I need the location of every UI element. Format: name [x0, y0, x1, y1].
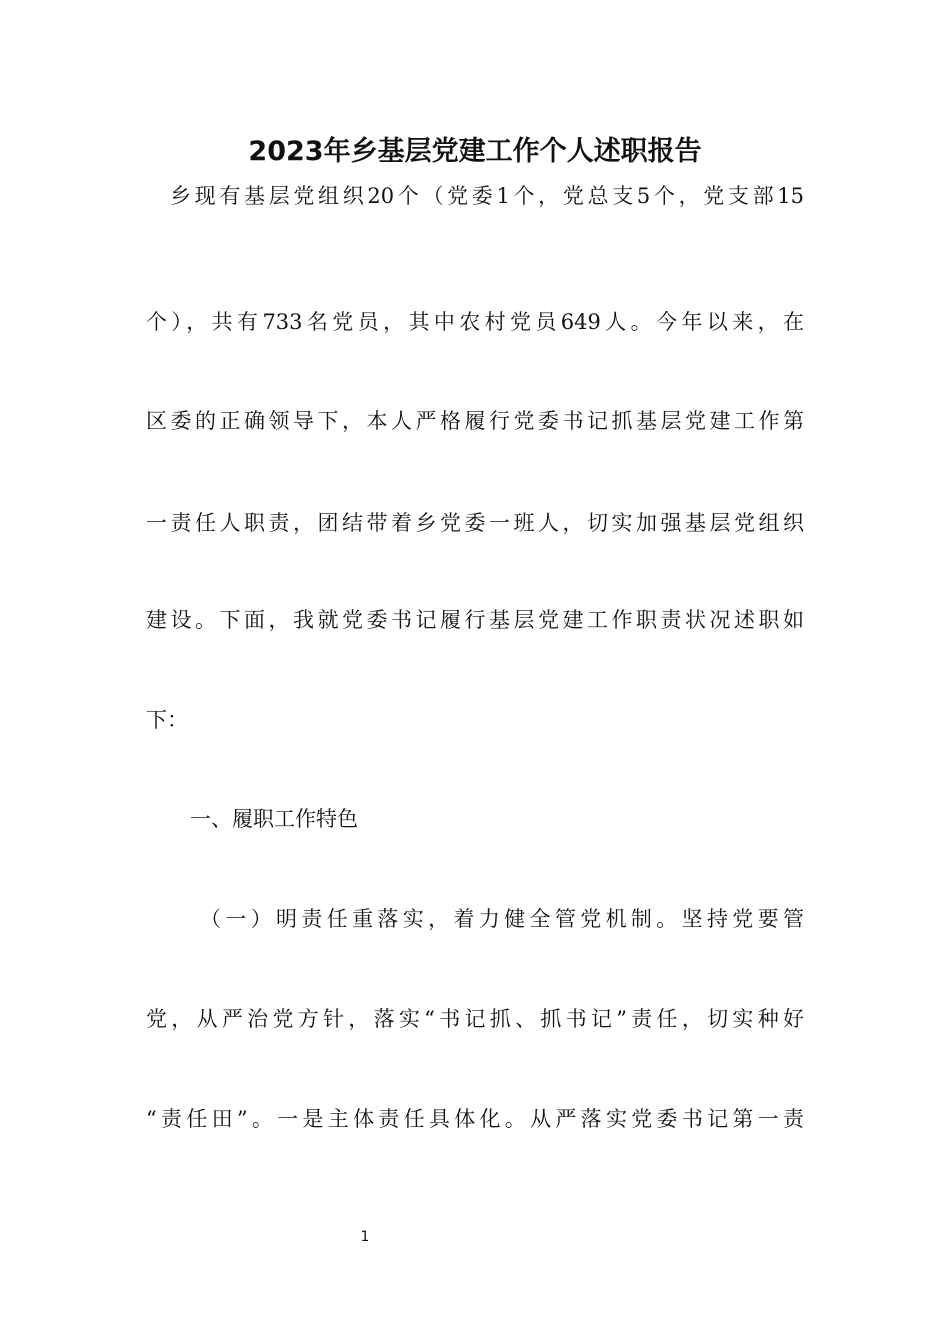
paragraph-line: 区委的正确领导下，本人严格履行党委书记抓基层党建工作第	[146, 409, 804, 433]
paragraph-line: “责任田”。一是主体责任具体化。从严落实党委书记第一责	[146, 1107, 804, 1131]
page-number: 1	[360, 1229, 370, 1245]
paragraph-line: 个），共有733名党员，其中农村党员649人。今年以来，在	[146, 310, 804, 334]
paragraph-line: 党，从严治党方针，落实“书记抓、抓书记”责任，切实种好	[146, 1007, 804, 1031]
paragraph-line: 下：	[146, 708, 188, 732]
paragraph-line: 乡现有基层党组织20个（党委1个，党总支5个，党支部15	[170, 184, 804, 208]
paragraph-line: 建设。下面，我就党委书记履行基层党建工作职责状况述职如	[146, 608, 804, 632]
section-heading: 一、履职工作特色	[190, 807, 358, 831]
paragraph-line: （一）明责任重落实，着力健全管党机制。坚持党要管	[200, 907, 804, 931]
document-title: 2023年乡基层党建工作个人述职报告	[248, 136, 702, 167]
paragraph-line: 一责任人职责，团结带着乡党委一班人，切实加强基层党组织	[146, 511, 804, 535]
